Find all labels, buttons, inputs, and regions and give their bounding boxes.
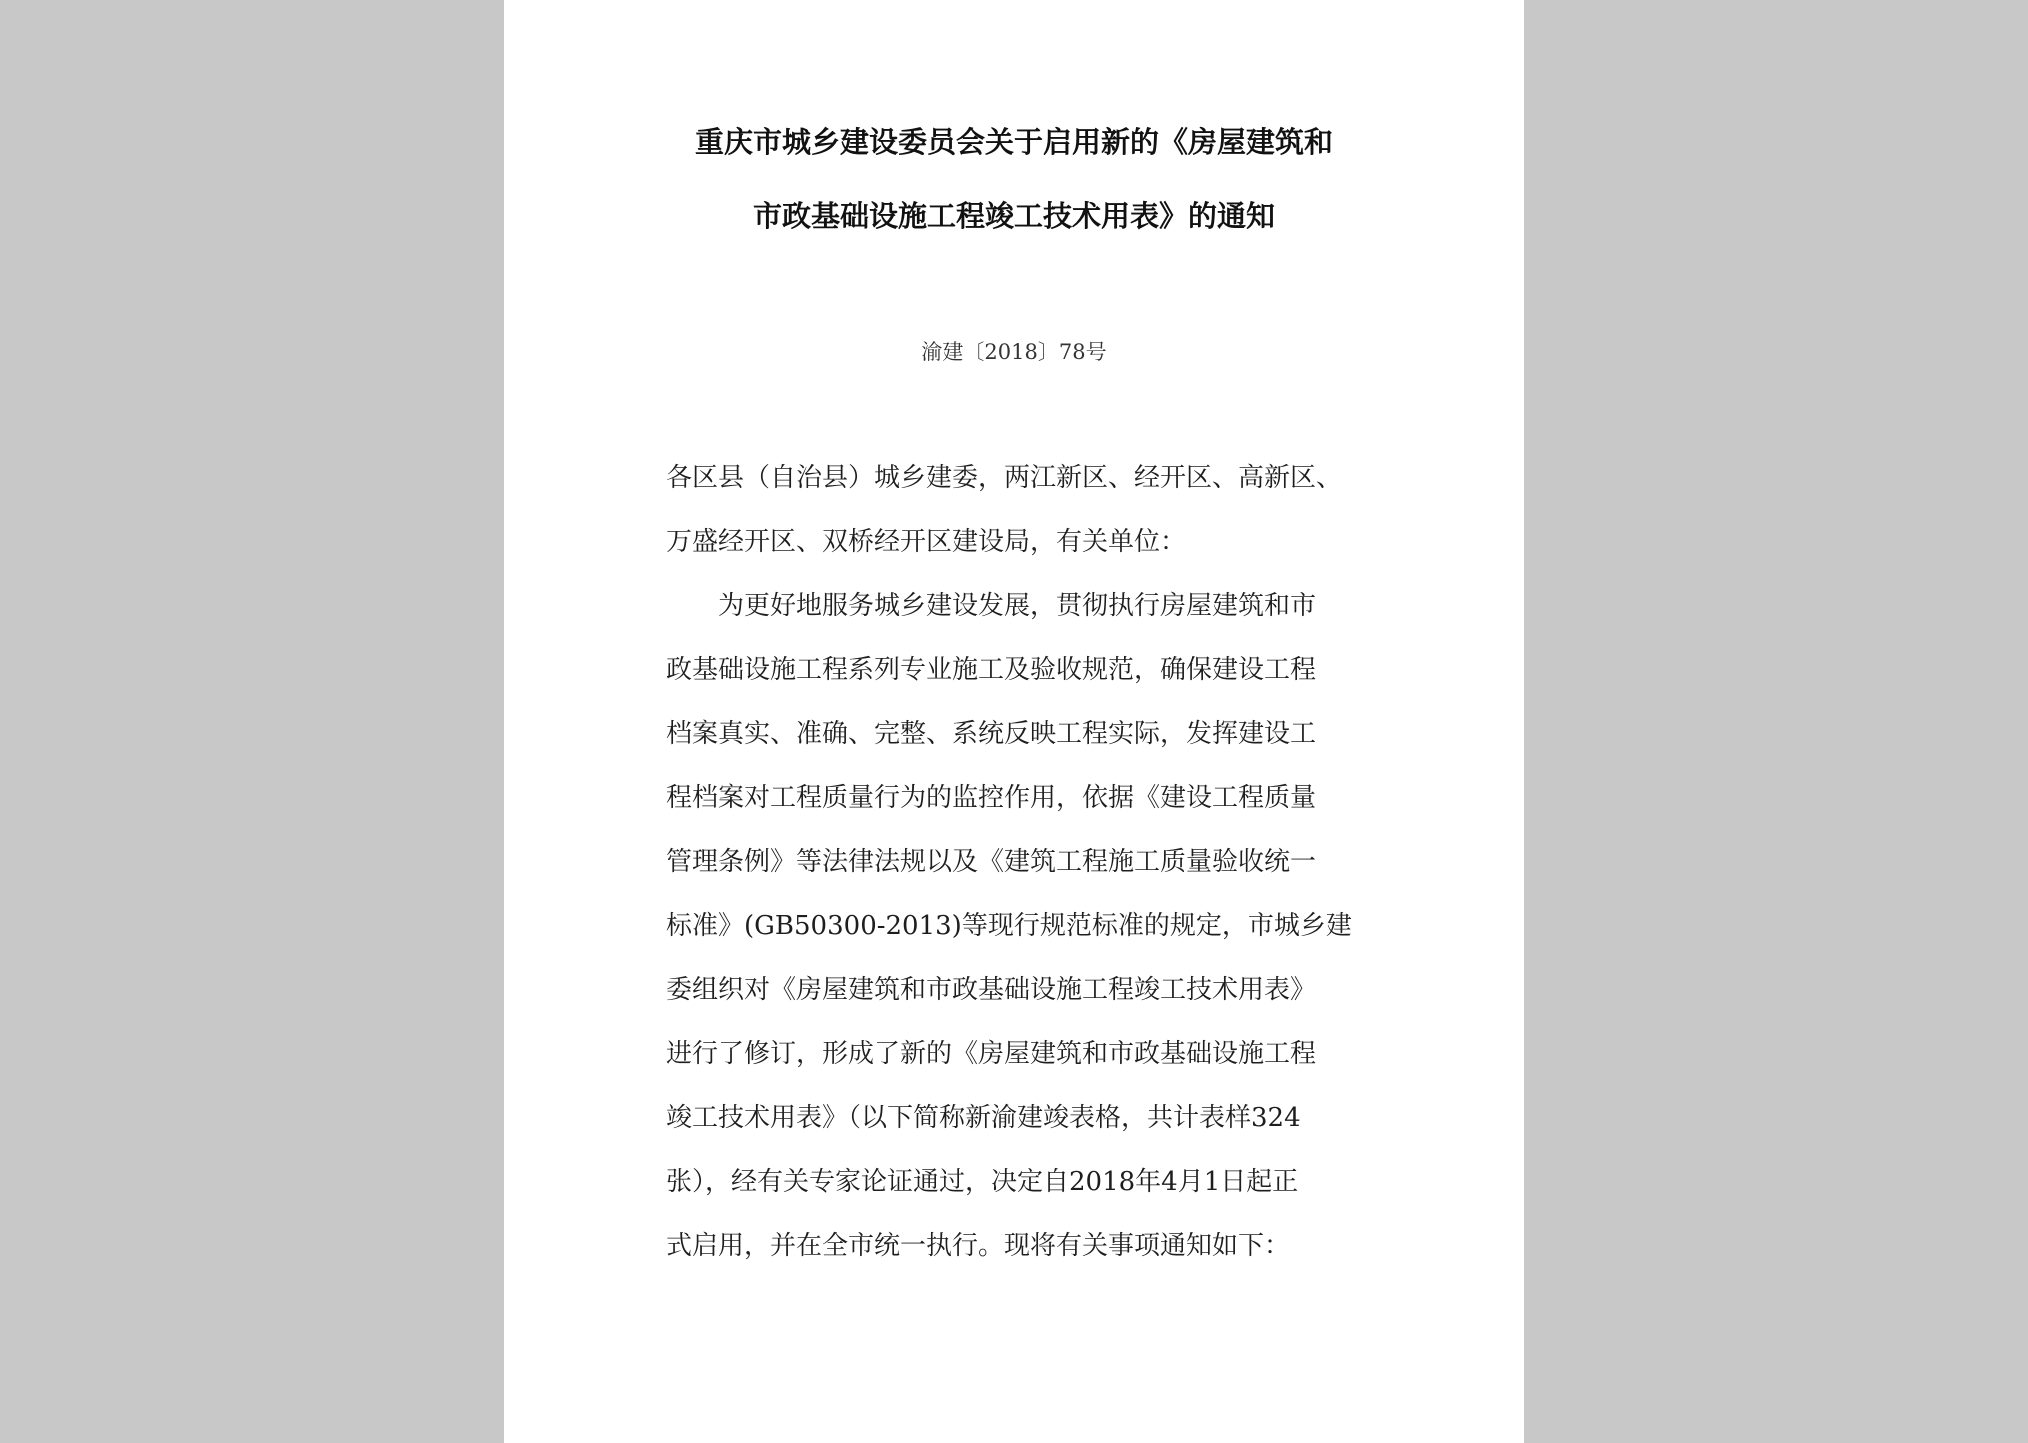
- body-paragraph-line: 政基础设施工程系列专业施工及验收规范，确保建设工程: [666, 655, 1317, 685]
- body-paragraph-line: 管理条例》等法律法规以及《建筑工程施工质量验收统一: [666, 847, 1317, 877]
- body-paragraph-line: 竣工技术用表》（以下简称新渝建竣表格，共计表样324: [666, 1103, 1301, 1133]
- document-page: [504, 0, 1524, 1443]
- document-title-line-2: 市政基础设施工程竣工技术用表》的通知: [752, 199, 1275, 233]
- body-paragraph-line: 为更好地服务城乡建设发展，贯彻执行房屋建筑和市: [718, 591, 1317, 621]
- document-title-line-1: 重庆市城乡建设委员会关于启用新的《房屋建筑和: [694, 125, 1333, 159]
- body-paragraph-line: 程档案对工程质量行为的监控作用，依据《建设工程质量: [666, 783, 1317, 813]
- body-paragraph-line: 委组织对《房屋建筑和市政基础设施工程竣工技术用表》: [666, 975, 1317, 1005]
- addressee-line: 各区县（自治县）城乡建委，两江新区、经开区、高新区、: [666, 463, 1343, 493]
- body-paragraph-line: 档案真实、准确、完整、系统反映工程实际，发挥建设工: [666, 719, 1317, 749]
- body-paragraph-line: 张），经有关专家论证通过，决定自2018年4月1日起正: [666, 1167, 1299, 1197]
- body-paragraph-line: 式启用，并在全市统一执行。现将有关事项通知如下：: [666, 1231, 1291, 1261]
- addressee-line: 万盛经开区、双桥经开区建设局，有关单位：: [666, 527, 1187, 557]
- body-paragraph-line: 进行了修订，形成了新的《房屋建筑和市政基础设施工程: [666, 1039, 1317, 1069]
- document-number: 渝建〔2018〕78号: [921, 340, 1107, 364]
- body-paragraph-line: 标准》(GB50300-2013)等现行规范标准的规定，市城乡建: [666, 911, 1352, 941]
